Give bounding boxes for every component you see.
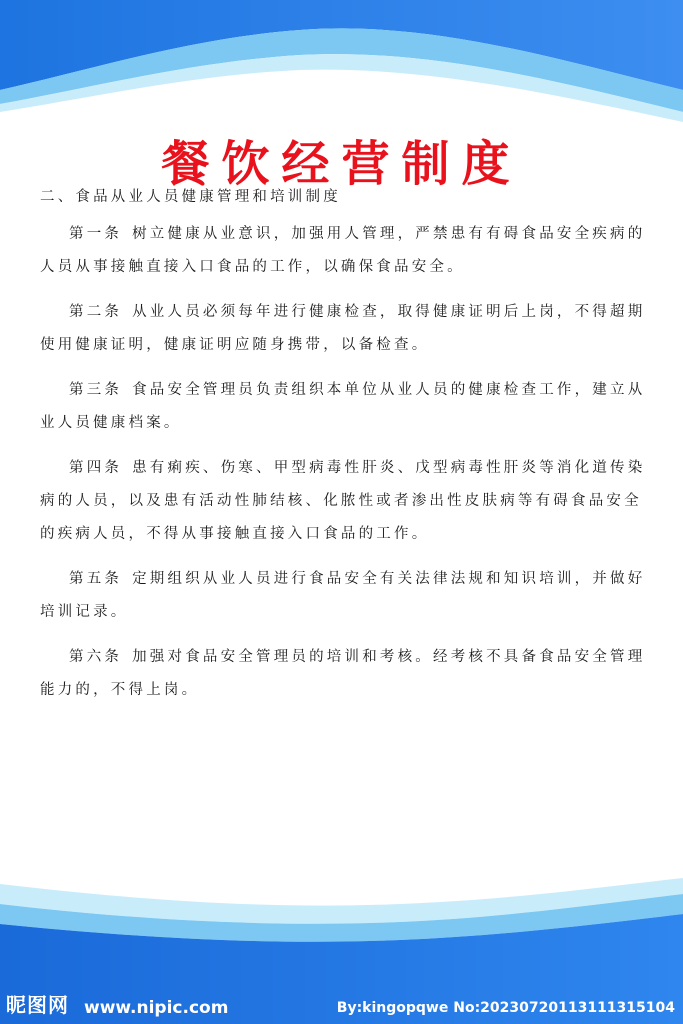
article-4 xyxy=(40,452,646,551)
article-6 xyxy=(40,641,646,707)
article-text: 食品安全管理员负责组织本单位从业人员的健康检查工作，建立从业人员健康档案。 xyxy=(40,382,646,431)
article-label: 第四条 xyxy=(69,460,123,476)
article-label: 第一条 xyxy=(69,226,123,242)
article-2 xyxy=(40,296,646,362)
watermark-bar xyxy=(0,990,683,1024)
nipic-logo: 昵图网 xyxy=(6,993,69,1017)
article-label: 第二条 xyxy=(69,304,123,320)
article-text: 从业人员必须每年进行健康检查，取得健康证明后上岗，不得超期使用健康证明，健康证明应随身携带，以备检查。 xyxy=(40,304,646,353)
section-heading: 二、食品从业人员健康管理和培训制度 xyxy=(40,189,341,205)
watermark-site: www.nipic.com xyxy=(84,998,229,1018)
article-3 xyxy=(40,374,646,440)
article-5 xyxy=(40,563,646,629)
article-label: 第六条 xyxy=(69,649,123,665)
article-1 xyxy=(40,218,646,284)
article-text: 树立健康从业意识，加强用人管理，严禁患有有碍食品安全疾病的人员从事接触直接入口食品的工作，以确保食品安全。 xyxy=(40,226,646,275)
top-wave-decoration xyxy=(0,0,683,140)
page-title: 餐饮经营制度 xyxy=(161,136,522,193)
article-text: 患有痢疾、伤寒、甲型病毒性肝炎、戊型病毒性肝炎等消化道传染病的人员，以及患有活动性肺结核、化脓性或者渗出性皮肤病等有碍食品安全的疾病人员，不得从事接触直接入口食品的工作。 xyxy=(40,460,646,542)
article-label: 第三条 xyxy=(69,382,123,398)
regulation-body xyxy=(40,184,646,719)
watermark-credit: By:kingopqwe No:20230720113111315104 xyxy=(336,1000,675,1016)
article-text: 加强对食品安全管理员的培训和考核。经考核不具备食品安全管理能力的，不得上岗。 xyxy=(40,649,646,698)
article-text: 定期组织从业人员进行食品安全有关法律法规和知识培训，并做好培训记录。 xyxy=(40,571,646,620)
article-label: 第五条 xyxy=(69,571,123,587)
